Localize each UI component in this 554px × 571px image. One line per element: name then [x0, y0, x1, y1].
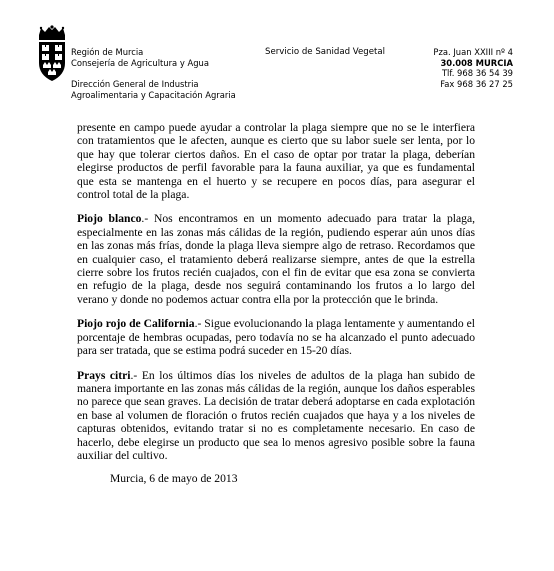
- ministry-name: Consejería de Agricultura y Agua: [71, 57, 209, 68]
- section-text: .- Nos encontramos en un momento adecuado para tratar la plaga, especialmente en las zonas más cálidas de la región, pudiendo esperar aún unos días en las zonas más frías, donde la plaga lleva siempre algo de retraso. Recordamos que en cualquier caso, el tratamiento deberá realizarse siempre, antes de que la estrella cierre sobre los frutos recién cuajados, con el fin de evitar que esa zona se convierta en refugio de la plaga, desde nos seguirá contaminando los frutos a lo largo del verano y donde no podemos actuar contra ella por la protección que le brinda.: [77, 212, 475, 306]
- header-organization: [71, 47, 236, 100]
- section-prays-citri: [77, 369, 475, 463]
- directorate-line-1: Dirección General de Industria: [71, 79, 199, 90]
- section-text: .- Sigue evolucionando la plaga lentamente y aumentando el porcentaje de hembras ocupadas, pero todavía no se ha alcanzado el punto adecuado para ser tratada, que se estima podrá suceder en 15-20 días.: [77, 317, 475, 358]
- section-text: .- En los últimos días los niveles de adultos de la plaga han subido de manera importante en las zonas más cálidas de la región, aunque los daños esperables no parece que sean graves. La decisión de tratar deberá adoptarse en cada explotación en base al volumen de floración o frutos recién cuajados que haya y a los niveles de capturas obtenidos, evitando tratar si no es completamente necesario. En caso de hacerlo, debe elegirse un producto que sea lo menos agresivo posible sobre la fauna auxiliar del cultivo.: [77, 368, 476, 462]
- address-street: Pza. Juan XXIII nº 4: [433, 47, 513, 57]
- section-title: Prays citri: [77, 368, 131, 382]
- region-crest-icon: [36, 25, 68, 85]
- service-name: Servicio de Sanidad Vegetal: [265, 47, 386, 57]
- section-piojo-rojo: [77, 317, 475, 357]
- phone-number: Tlf. 968 36 54 39: [441, 68, 513, 79]
- header-service: [265, 47, 385, 58]
- fax-number: Fax 968 36 27 25: [440, 78, 513, 89]
- section-title: Piojo rojo de California: [77, 317, 195, 331]
- header-contact: [400, 47, 513, 89]
- intro-paragraph: presente en campo puede ayudar a controlar la plaga siempre que no se le interfiera con tratamientos que le afecten, aunque es cierto que su labor suele ser lenta, por lo que hay que tolerar ciertos daños. En el caso de optar por tratar la plaga, deberían elegirse productos de perfil favorable para la fauna auxiliar, ya que es fundamental que esta se mantenga en el huerto y se recupere en pocos días, para asegurar el control total de la plaga.: [77, 121, 475, 202]
- section-title: Piojo blanco: [77, 212, 142, 226]
- directorate-line-2: Agroalimentaria y Capacitación Agraria: [71, 89, 236, 100]
- signature-date: Murcia, 6 de mayo de 2013: [110, 472, 238, 485]
- region-name: Región de Murcia: [71, 47, 144, 57]
- address-city: 30.008 MURCIA: [440, 57, 513, 68]
- document-body: [77, 121, 475, 473]
- section-piojo-blanco: [77, 212, 475, 306]
